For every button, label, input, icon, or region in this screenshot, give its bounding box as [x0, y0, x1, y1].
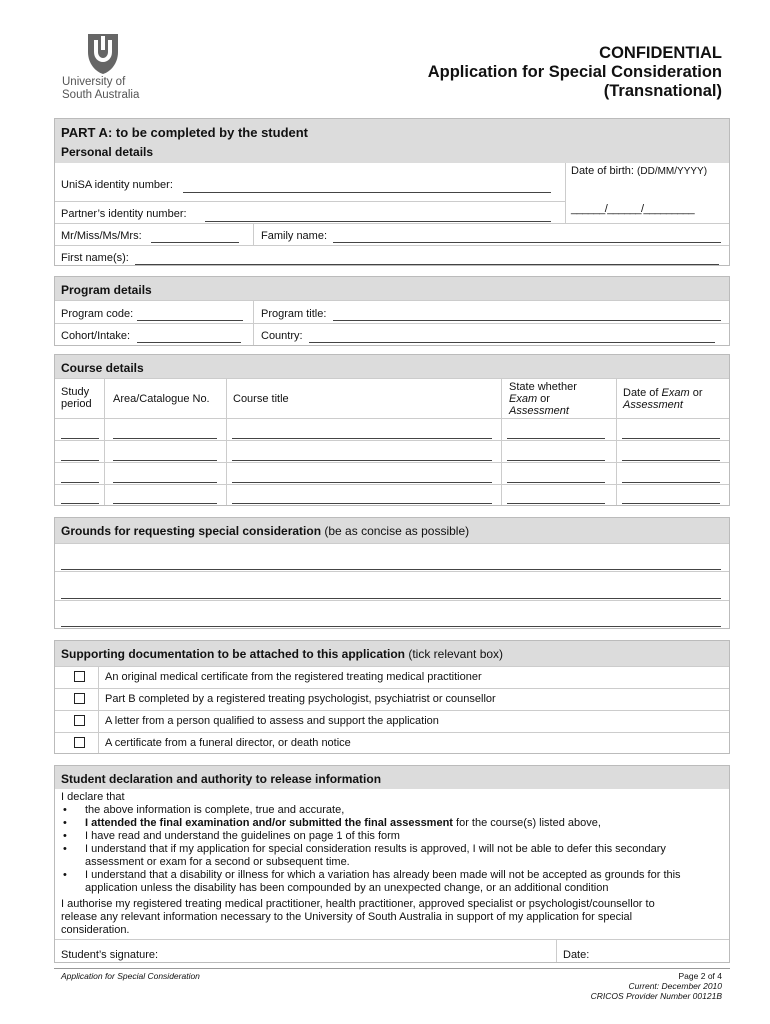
course-row3-title-field[interactable]	[232, 482, 492, 483]
form-title-main: Application for Special Consideration	[427, 63, 722, 81]
col-date-exam: Exam	[661, 387, 690, 399]
course-row4-area-field[interactable]	[113, 503, 217, 504]
funeral-certificate-checkbox[interactable]	[74, 737, 85, 748]
course-row1-study-field[interactable]	[61, 438, 99, 439]
dob-format: (DD/MM/YYYY)	[637, 166, 708, 177]
grounds-heading: Grounds for requesting special consideration	[61, 524, 322, 538]
part-b-label: Part B completed by a registered treating psychologist, psychiatrist or counsellor	[105, 693, 496, 705]
footer-form-name: Application for Special Consideration	[61, 971, 200, 981]
program-title-label: Program title:	[261, 308, 327, 320]
course-row1-state-field[interactable]	[507, 438, 605, 439]
course-row1-date-field[interactable]	[622, 438, 720, 439]
medical-certificate-label: An original medical certificate from the registered treating medical practitioner	[105, 671, 482, 683]
personal-details-section	[54, 118, 730, 266]
personal-details-heading: Personal details	[61, 145, 154, 159]
form-title-sub: (Transnational)	[603, 82, 722, 100]
part-b-checkbox[interactable]	[74, 693, 85, 704]
course-row4-state-field[interactable]	[507, 503, 605, 504]
partner-id-label: Partner’s identity number:	[61, 208, 187, 220]
date-field[interactable]	[595, 942, 725, 962]
authorisation-line-2: release any relevant information necessary to the University of South Australia in support of my application for special	[61, 911, 633, 923]
program-details-heading: Program details	[55, 277, 729, 300]
declaration-item-5b: application unless the disability has been compounded by an unexpected change, or an additional condition	[85, 882, 609, 894]
program-title-field[interactable]	[333, 320, 721, 321]
declaration-item-2-bold: I attended the final examination and/or submitted the final assessment	[85, 817, 453, 829]
bullet-3: •	[63, 830, 67, 842]
col-date-assessment: Assessment	[623, 399, 683, 411]
course-row1-title-field[interactable]	[232, 438, 492, 439]
authorisation-line-3: consideration.	[61, 924, 130, 936]
signature-field[interactable]	[167, 942, 551, 962]
course-row2-title-field[interactable]	[232, 460, 492, 461]
supporting-note: (tick relevant box)	[405, 647, 504, 661]
bullet-2: •	[63, 817, 67, 829]
grounds-line-3[interactable]	[61, 626, 721, 627]
footer-divider	[54, 968, 730, 969]
bullet-1: •	[63, 804, 67, 816]
course-row3-date-field[interactable]	[622, 482, 720, 483]
declaration-intro: I declare that	[61, 791, 125, 803]
program-code-label: Program code:	[61, 308, 134, 320]
cricos-number: CRICOS Provider Number 00121B	[590, 991, 722, 1001]
dob-field[interactable]: ______/______/_________	[571, 203, 695, 215]
declaration-item-2-rest: for the course(s) listed above,	[452, 817, 601, 829]
col-date-of: Date of	[623, 387, 662, 399]
part-a-header	[55, 119, 729, 163]
dob-label-text: Date of birth:	[571, 165, 634, 177]
page-number: Page 2 of 4	[678, 971, 722, 981]
bullet-5: •	[63, 869, 67, 881]
family-name-field[interactable]	[333, 242, 721, 243]
course-details-section	[54, 354, 730, 506]
letter-label: A letter from a person qualified to assess and support the application	[105, 715, 439, 727]
signature-label: Student’s signature:	[61, 949, 159, 961]
course-row3-state-field[interactable]	[507, 482, 605, 483]
program-details-section	[54, 276, 730, 346]
grounds-line-1[interactable]	[61, 569, 721, 570]
unisa-id-field[interactable]	[183, 192, 551, 193]
logo-text-line1: University of	[62, 76, 126, 88]
bullet-4: •	[63, 843, 67, 855]
date-label: Date:	[563, 949, 590, 961]
first-names-label: First name(s):	[61, 252, 129, 264]
col-state-exam-assessment	[509, 381, 577, 417]
declaration-item-4b: assessment or exam for a second or subsequent time.	[85, 856, 350, 868]
declaration-heading: Student declaration and authority to release information	[55, 766, 729, 789]
course-row4-study-field[interactable]	[61, 503, 99, 504]
first-names-field[interactable]	[135, 264, 719, 265]
declaration-item-1: the above information is complete, true and accurate,	[85, 804, 345, 816]
grounds-note: (be as concise as possible)	[321, 524, 470, 538]
funeral-certificate-label: A certificate from a funeral director, or death notice	[105, 737, 351, 749]
declaration-item-4a: I understand that if my application for special consideration results is approved, I will not be able to defer this secondary	[85, 843, 666, 855]
course-row3-study-field[interactable]	[61, 482, 99, 483]
country-label: Country:	[261, 330, 303, 342]
col-date-exam-assessment	[623, 387, 703, 411]
salutation-field[interactable]	[151, 242, 239, 243]
col-state-exam: Exam	[509, 393, 538, 405]
col-study-period: Study period	[61, 386, 92, 410]
declaration-item-3: I have read and understand the guidelines on page 1 of this form	[85, 830, 400, 842]
supporting-header	[55, 641, 729, 666]
col-state-or: or	[537, 393, 550, 405]
course-row1-area-field[interactable]	[113, 438, 217, 439]
course-row4-title-field[interactable]	[232, 503, 492, 504]
medical-certificate-checkbox[interactable]	[74, 671, 85, 682]
letter-checkbox[interactable]	[74, 715, 85, 726]
supporting-heading: Supporting documentation to be attached to this application	[61, 647, 405, 661]
course-row2-state-field[interactable]	[507, 460, 605, 461]
declaration-section	[54, 765, 730, 963]
grounds-section	[54, 517, 730, 629]
col-date-or: or	[689, 387, 703, 399]
footer-info	[591, 971, 722, 1001]
logo-text-line2: South Australia	[62, 89, 140, 101]
col-state-assessment: Assessment	[509, 405, 569, 417]
country-field[interactable]	[309, 342, 715, 343]
grounds-header	[55, 518, 729, 543]
university-logo	[60, 32, 160, 104]
current-date: Current: December 2010	[628, 981, 722, 991]
cohort-label: Cohort/Intake:	[61, 330, 131, 342]
course-details-heading: Course details	[55, 355, 729, 378]
salutation-label: Mr/Miss/Ms/Mrs:	[61, 230, 142, 242]
cohort-field[interactable]	[137, 342, 241, 343]
declaration-item-5a: I understand that a disability or illness for which a variation has already been made will not be accepted as grounds for this	[85, 869, 681, 881]
program-code-field[interactable]	[137, 320, 243, 321]
col-state-line1: State whether	[509, 381, 577, 393]
course-row2-study-field[interactable]	[61, 460, 99, 461]
family-name-label: Family name:	[261, 230, 328, 242]
dob-label	[571, 165, 707, 177]
course-row4-date-field[interactable]	[622, 503, 720, 504]
part-a-heading: PART A: to be completed by the student	[61, 125, 309, 140]
course-row3-area-field[interactable]	[113, 482, 217, 483]
unisa-id-label: UniSA identity number:	[61, 179, 173, 191]
col-course-title: Course title	[233, 393, 289, 405]
supporting-docs-section	[54, 640, 730, 754]
form-title	[428, 44, 722, 101]
col-area-catalogue: Area/Catalogue No.	[113, 393, 210, 405]
course-row2-date-field[interactable]	[622, 460, 720, 461]
partner-id-field[interactable]	[205, 221, 551, 222]
declaration-item-2	[85, 817, 601, 830]
confidential-label: CONFIDENTIAL	[599, 44, 722, 62]
course-row2-area-field[interactable]	[113, 460, 217, 461]
authorisation-line-1: I authorise my registered treating medical practitioner, health practitioner, approved specialist or psychologist/counsellor to	[61, 898, 655, 910]
grounds-line-2[interactable]	[61, 598, 721, 599]
